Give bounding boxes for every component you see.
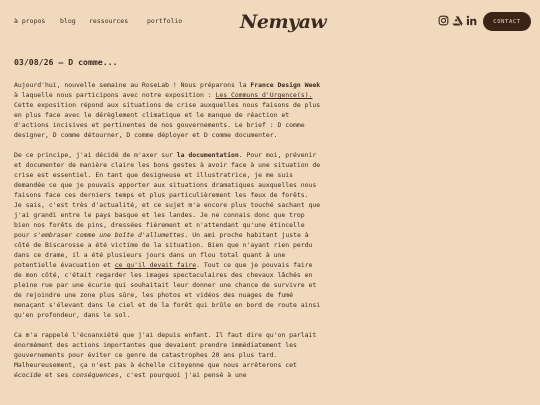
site-logo[interactable]: Nemyaw — [240, 11, 327, 33]
text-run: Cette exposition répond aux situations de crise auxquelles nous faisons de plus en plus face avec le dérèglement climatique et le manque de réaction et d'actions incisives et pertinentes de nos gouvernements. Le brief : D comme designer, D comme détourner, D comme déployer et D comme documenter. — [14, 101, 321, 139]
text-run: . Un ami proche habitant juste à côté de Biscarosse a été victime de la situation. Bien que n'ayant rien perdu dans ce drame, il a été plusieurs jours dans un flou total quant à une potentielle évacuation et — [14, 231, 313, 269]
top-navigation — [0, 0, 540, 44]
text-run: et ses — [41, 371, 73, 379]
text-run: De ce principe, j'ai décidé de m'axer sur — [14, 151, 177, 159]
post-title: 03/08/26 — D comme... — [14, 57, 118, 67]
emphasis-italic: s'embraser comme une boîte d'allumettes — [33, 231, 185, 239]
artstation-icon[interactable] — [452, 15, 463, 26]
emphasis-italic: conséquences — [72, 371, 119, 379]
inline-link[interactable]: ce qu'il devait faire — [114, 261, 197, 269]
text-run: . Tout ce que je pouvais faire de mon côté, c'était regarder les images spectaculaires des chevaux lâchés en pleine rue par une écurie qui souhaitait leur donner une chance de survivre et de rejoindre une zone plus sûre, les photos et vidéos des nuages de fumé menaçant s'élevant dans le ciel et de la forêt qui brûle en bord de route ainsi qu'en profondeur, dans le sol. — [14, 261, 321, 319]
post-paragraph — [14, 80, 324, 140]
emphasis-bold: la documentation — [176, 151, 239, 159]
inline-link[interactable]: Les Communs d'Urgence(s). — [215, 91, 313, 99]
post-body — [14, 80, 324, 390]
text-run: Je sais, c'est très d'actualité, et ce sujet m'a encore plus touché sachant que j'ai grandi entre le pays basque et les landes. Je ne connais donc que trop bien nos forêts de pins, dressées fièrement et n'attendant qu'une étincelle pour — [14, 201, 321, 239]
nav-link-a-propos[interactable]: à propos — [14, 17, 46, 25]
emphasis-italic: écocide — [14, 371, 42, 379]
text-run: Ca m'a rappelé l'écoanxiété que j'ai depuis enfant. Il faut dire qu'on parlait énormément des actions importantes que devaient prendre immédiatement les gouvernements pour éviter ce genre de catastrophes 20 ans plus tard. Malheureusement, ça n'est pas à échelle citoyenne que nous arrêterons cet — [14, 331, 317, 369]
text-run: à laquelle nous participons avec notre exposition : — [14, 91, 216, 99]
linkedin-icon[interactable] — [466, 15, 477, 26]
post-paragraph — [14, 150, 324, 200]
text-run: . Pour moi, prévenir et documenter de manière claire les bons gestes à avoir face à une situation de crise est essentiel. En tant que designeuse et illustratrice, je me suis demandée ce que je pouvais apporter aux situations dramatiques auxquelles nous faisons face ces derniers temps et plus particulièrement les feux de forêts. — [14, 151, 321, 199]
contact-button[interactable]: CONTACT — [483, 12, 531, 31]
nav-link-ressources[interactable]: ressources — [89, 17, 129, 25]
instagram-icon[interactable] — [438, 15, 449, 26]
post-paragraph — [14, 330, 324, 380]
nav-link-portfolio[interactable]: portfolio — [147, 17, 183, 25]
post-paragraph — [14, 200, 324, 320]
nav-link-blog[interactable]: blog — [60, 17, 76, 25]
text-run: , c'est pourquoi j'ai pensé à une — [118, 371, 247, 379]
emphasis-bold: France Design Week — [250, 81, 321, 89]
text-run: Aujourd'hui, nouvelle semaine au RoseLab ! Nous préparons la — [14, 81, 251, 89]
